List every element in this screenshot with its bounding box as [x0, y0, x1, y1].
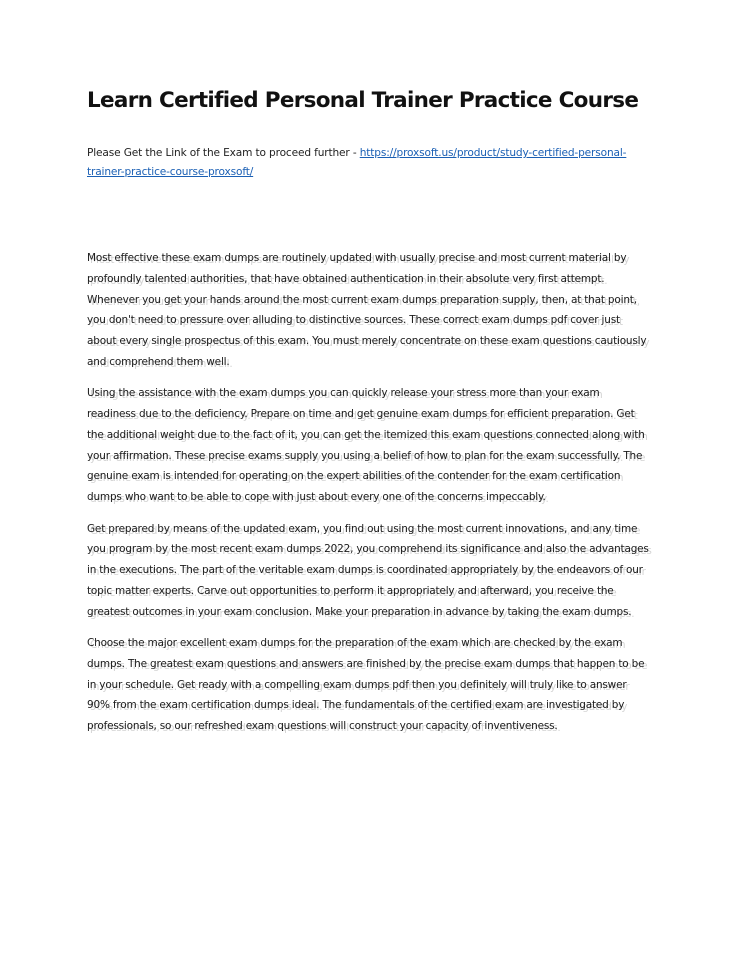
paragraph-2: Using the assistance with the exam dumps you can quickly release your stress more than your exam readiness due to the deficiency. Prepare on time and get genuine exam dumps for efficient preparation. Get the additional weight due to the fact of it, you can get the itemized this exam questions connected along with your affirmation. These precise exams supply you using a belief of how to plan for the exam successfully. The genuine exam is intended for operating on the expert abilities of the contender for the exam certification dumps who want to be able to cope with just about every one of the concerns impeccably. [87, 387, 645, 504]
paragraph-1: Most effective these exam dumps are routinely updated with usually precise and most current material by profoundly talented authorities, that have obtained authentication in their absolute very first attempt. Whenever you get your hands around the most current exam dumps preparation supply, then, at that point, you don't need to pressure over alluding to distinctive sources. These correct exam dumps pdf cover just about every single prospectus of this exam. You must merely concentrate on these exam questions cautiously and comprehend them well. [87, 252, 647, 368]
intro-text: Please Get the Link of the Exam to proceed further - [87, 147, 360, 159]
intro-line [87, 144, 647, 182]
page-title: Learn Certified Personal Trainer Practice Course [87, 88, 639, 113]
paragraph-4: Choose the major excellent exam dumps for the preparation of the exam which are checked by the exam dumps. The greatest exam questions and answers are finished by the precise exam dumps that happen to be in your schedule. Get ready with a compelling exam dumps pdf then you definitely will truly like to answer 90% from the exam certification dumps ideal. The fundamentals of the certified exam are investigated by professionals, so our refreshed exam questions will construct your capacity of inventiveness. [87, 637, 645, 733]
body-text [87, 248, 649, 748]
exam-link[interactable]: https://proxsoft.us/product/study-certified-personal-trainer-practice-course-proxsoft/ [87, 147, 627, 178]
paragraph-3: Get prepared by means of the updated exam, you find out using the most current innovations, and any time you program by the most recent exam dumps 2022, you comprehend its significance and also the advantages in the executions. The part of the veritable exam dumps is coordinated appropriately by the endeavors of our topic matter experts. Carve out opportunities to perform it appropriately and afterward, you receive the greatest outcomes in your exam conclusion. Make your preparation in advance by taking the exam dumps. [87, 522, 649, 618]
